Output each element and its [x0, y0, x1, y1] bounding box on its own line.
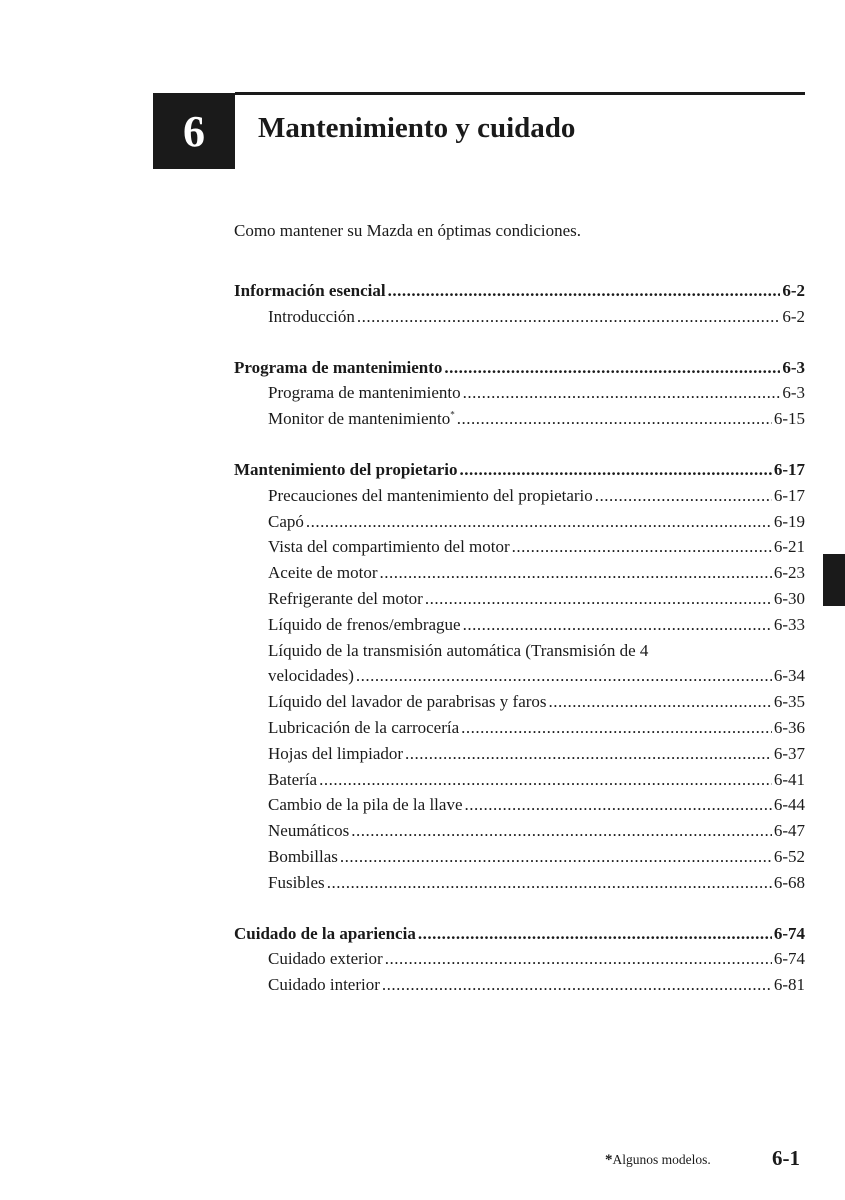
- toc-entry-label: Programa de mantenimiento: [268, 383, 461, 403]
- dot-leader: [319, 767, 772, 793]
- dot-leader: [327, 870, 772, 896]
- toc-page-ref: 6-47: [773, 821, 805, 841]
- toc-section-heading[interactable]: [234, 457, 805, 483]
- toc-entry[interactable]: [234, 715, 805, 741]
- toc-heading-label: Mantenimiento del propietario: [234, 459, 458, 479]
- toc-page-ref: 6-34: [773, 666, 805, 686]
- toc-entry-label: Vista del compartimiento del motor: [268, 537, 510, 557]
- dot-leader: [457, 406, 772, 432]
- toc-section-heading[interactable]: [234, 921, 805, 947]
- toc-entry-label: Neumáticos: [268, 821, 350, 841]
- toc-page-ref: 6-17: [773, 485, 805, 505]
- dot-leader: [444, 355, 780, 381]
- toc-page-ref: 6-36: [773, 717, 805, 737]
- toc-page-ref: 6-74: [773, 949, 805, 969]
- toc-entry[interactable]: [234, 870, 805, 896]
- title-rule: [235, 92, 805, 95]
- toc-entry[interactable]: [234, 534, 805, 560]
- toc-section: [234, 921, 805, 998]
- chapter-title: Mantenimiento y cuidado: [258, 112, 576, 144]
- toc-entry[interactable]: [234, 612, 805, 638]
- dot-leader: [595, 483, 772, 509]
- toc-page-ref: 6-17: [773, 459, 805, 479]
- toc-entry-label: Refrigerante del motor: [268, 588, 423, 608]
- toc-section-heading[interactable]: [234, 355, 805, 381]
- toc-page-ref: 6-2: [782, 281, 805, 300]
- toc-entry[interactable]: [234, 741, 805, 767]
- footnote-text: Algunos modelos.: [612, 1152, 711, 1167]
- toc-page-ref: 6-30: [773, 588, 805, 608]
- dot-leader: [357, 304, 780, 330]
- toc-page-ref: 6-15: [773, 409, 805, 429]
- footnote-mark: *: [605, 1152, 613, 1168]
- chapter-subtitle: Como mantener su Mazda en óptimas condiciones.: [234, 221, 581, 240]
- toc-page-ref: 6-35: [773, 692, 805, 712]
- dot-leader: [405, 741, 772, 767]
- toc-entry[interactable]: [234, 509, 805, 535]
- dot-leader: [306, 509, 772, 535]
- toc-section-heading[interactable]: [234, 278, 805, 304]
- dot-leader: [380, 560, 772, 586]
- toc-section: [234, 278, 805, 330]
- dot-leader: [461, 715, 772, 741]
- toc-entry-label: Introducción: [268, 306, 355, 326]
- toc-entry[interactable]: [234, 586, 805, 612]
- toc-entry-label: Bombillas: [268, 846, 338, 866]
- dot-leader: [418, 921, 772, 947]
- toc-section: [234, 355, 805, 432]
- toc-entry[interactable]: [234, 406, 805, 432]
- toc-page-ref: 6-74: [773, 923, 805, 943]
- toc-entry-first-line[interactable]: Líquido de la transmisión automática (Transmisión de 4: [268, 640, 649, 660]
- toc-entry-label: Batería: [268, 769, 318, 789]
- toc-page-ref: 6-52: [773, 846, 805, 866]
- table-of-contents: [234, 278, 805, 1023]
- footnote-mark: *: [450, 409, 455, 420]
- dot-leader: [382, 972, 772, 998]
- toc-entry-label: Líquido del lavador de parabrisas y faros: [268, 692, 547, 712]
- toc-entry[interactable]: [234, 792, 805, 818]
- toc-page-ref: 6-23: [773, 563, 805, 583]
- dot-leader: [385, 946, 772, 972]
- toc-page-ref: 6-21: [773, 537, 805, 557]
- toc-entry[interactable]: [234, 304, 805, 330]
- dot-leader: [356, 663, 772, 689]
- toc-page-ref: 6-19: [773, 511, 805, 531]
- toc-page-ref: 6-2: [782, 306, 805, 326]
- toc-entry-label: Fusibles: [268, 872, 325, 892]
- toc-entry-label: Capó: [268, 511, 304, 531]
- toc-entry[interactable]: [234, 560, 805, 586]
- toc-entry-label: Cambio de la pila de la llave: [268, 795, 463, 815]
- toc-entry-label: Monitor de mantenimiento*: [268, 409, 455, 429]
- toc-page-ref: 6-81: [773, 975, 805, 995]
- toc-entry-label: Precauciones del mantenimiento del propietario: [268, 485, 593, 505]
- toc-entry[interactable]: [234, 380, 805, 406]
- toc-entry[interactable]: [234, 689, 805, 715]
- toc-page-ref: 6-37: [773, 743, 805, 763]
- toc-heading-label: Cuidado de la apariencia: [234, 923, 416, 943]
- toc-entry[interactable]: [234, 818, 805, 844]
- toc-entry-label: Cuidado exterior: [268, 949, 383, 969]
- dot-leader: [351, 818, 772, 844]
- toc-section: [234, 457, 805, 896]
- toc-entry-label: Hojas del limpiador: [268, 743, 404, 763]
- toc-entry-label: Cuidado interior: [268, 975, 380, 995]
- dot-leader: [463, 380, 781, 406]
- toc-entry[interactable]: [234, 946, 805, 972]
- dot-leader: [460, 457, 772, 483]
- chapter-number: 6: [153, 93, 235, 169]
- toc-heading-label: Programa de mantenimiento: [234, 357, 443, 377]
- toc-entry[interactable]: [234, 972, 805, 998]
- toc-entry[interactable]: [234, 663, 805, 689]
- toc-page-ref: 6-33: [773, 614, 805, 634]
- toc-entry[interactable]: [234, 844, 805, 870]
- toc-entry-label: Líquido de frenos/embrague: [268, 614, 461, 634]
- dot-leader: [549, 689, 772, 715]
- dot-leader: [388, 278, 781, 304]
- toc-page-ref: 6-44: [773, 795, 805, 815]
- dot-leader: [463, 612, 772, 638]
- toc-entry[interactable]: [234, 483, 805, 509]
- toc-page-ref: 6-41: [773, 769, 805, 789]
- toc-entry-label: Lubricación de la carrocería: [268, 717, 460, 737]
- toc-entry-label: velocidades): [268, 666, 354, 686]
- toc-page-ref: 6-68: [773, 872, 805, 892]
- toc-heading-label: Información esencial: [234, 281, 386, 300]
- dot-leader: [465, 792, 772, 818]
- toc-entry-label: Aceite de motor: [268, 563, 378, 583]
- toc-entry[interactable]: [234, 767, 805, 793]
- toc-page-ref: 6-3: [782, 383, 805, 403]
- chapter-side-tab: [823, 554, 845, 606]
- dot-leader: [512, 534, 772, 560]
- toc-page-ref: 6-3: [782, 357, 805, 377]
- page-number: 6-1: [772, 1146, 800, 1170]
- footnote: [605, 1152, 711, 1169]
- dot-leader: [425, 586, 772, 612]
- dot-leader: [340, 844, 772, 870]
